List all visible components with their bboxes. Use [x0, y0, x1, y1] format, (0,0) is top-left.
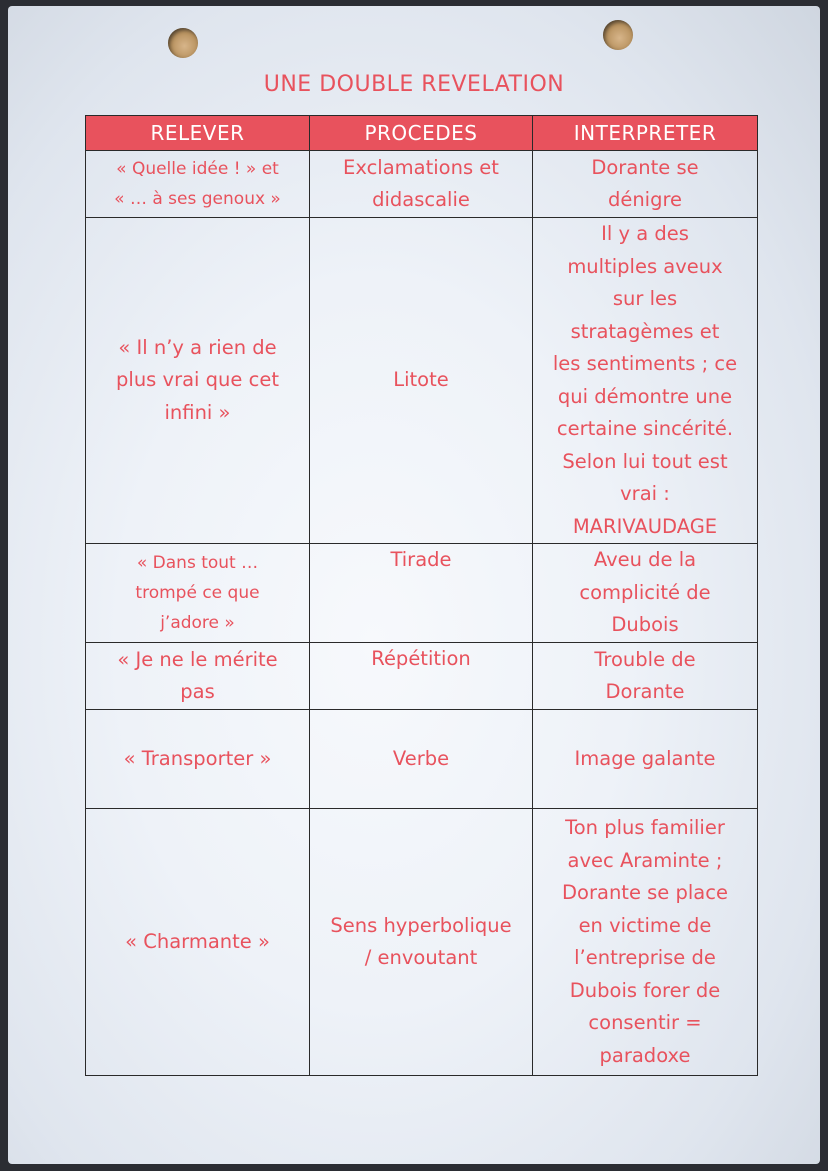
header-row [86, 116, 758, 151]
cell-procedes [310, 643, 533, 710]
text-line: infini » [164, 400, 231, 424]
text-line: pas [180, 680, 215, 703]
text-line: Dorante se [591, 155, 699, 179]
cell-relever [86, 710, 310, 809]
text-line: « Dans tout … [136, 553, 259, 573]
text-line: Sens hyperbolique [330, 913, 512, 937]
analysis-table [85, 115, 758, 1076]
cell-relever [86, 809, 310, 1076]
text-line: j’adore » [160, 613, 235, 633]
text-line: « Il n’y a rien de [118, 335, 277, 359]
punch-hole-left [168, 28, 198, 58]
cell-relever [86, 218, 310, 544]
cell-relever [86, 151, 310, 218]
punch-hole-right [603, 20, 633, 50]
text-line: l’entreprise de [574, 946, 716, 969]
text-line: Litote [393, 368, 449, 392]
text-line: avec Araminte ; [567, 848, 723, 872]
cell-interpreter [533, 151, 758, 218]
text-line: dénigre [607, 188, 683, 211]
header-relever: RELEVER [86, 116, 310, 151]
text-line: en victime de [578, 913, 712, 937]
cell-interpreter [533, 544, 758, 643]
table-row [86, 710, 758, 809]
text-line: trompé ce que [135, 583, 260, 603]
text-line: plus vrai que cet [116, 368, 279, 392]
text-line: certaine sincérité. [556, 417, 734, 440]
cell-relever [86, 544, 310, 643]
cell-procedes [310, 710, 533, 809]
text-line: complicité de [579, 580, 711, 604]
text-line: Ton plus familier [565, 816, 725, 839]
text-line: qui démontre une [557, 384, 733, 408]
text-line: stratagèmes et [570, 319, 720, 343]
text-line: Verbe [392, 746, 450, 770]
text-line: sur les [612, 287, 678, 310]
text-line: Exclamations et [343, 155, 499, 179]
text-line: multiples aveux [567, 254, 723, 278]
text-line: consentir = [588, 1011, 702, 1034]
cell-procedes [310, 151, 533, 218]
text-line: « Transporter » [123, 746, 272, 770]
table-row [86, 643, 758, 710]
page-title: UNE DOUBLE REVELATION [263, 72, 565, 97]
cell-procedes [310, 809, 533, 1076]
text-line: didascalie [372, 188, 470, 211]
text-line: Dubois forer de [569, 978, 721, 1002]
text-line: Répétition [371, 647, 471, 670]
text-line: MARIVAUDAGE [572, 514, 718, 538]
table-row [86, 809, 758, 1076]
text-line: « Quelle idée ! » et [116, 159, 279, 179]
cell-procedes [310, 544, 533, 643]
text-line: Dorante se place [562, 881, 728, 904]
text-line: « Je ne le mérite [117, 647, 278, 671]
text-line: / envoutant [364, 946, 478, 969]
text-line: Dorante [605, 680, 685, 703]
table-row [86, 218, 758, 544]
text-line: Dubois [611, 613, 679, 637]
table-row [86, 151, 758, 218]
cell-interpreter [533, 710, 758, 809]
header-procedes: PROCEDES [310, 116, 533, 151]
text-line: « Charmante » [125, 929, 270, 953]
cell-relever [86, 643, 310, 710]
text-line: Selon lui tout est [562, 449, 728, 473]
cell-interpreter [533, 218, 758, 544]
text-line: vrai : [620, 482, 670, 505]
text-line: Image galante [574, 746, 716, 770]
table-row [86, 544, 758, 643]
text-line: Aveu de la [593, 548, 697, 572]
text-line: « … à ses genoux » [114, 189, 281, 209]
cell-interpreter [533, 809, 758, 1076]
text-line: Trouble de [594, 647, 696, 671]
text-line: Il y a des [601, 222, 689, 245]
cell-interpreter [533, 643, 758, 710]
text-line: les sentiments ; ce [552, 352, 738, 375]
text-line: paradoxe [599, 1043, 691, 1067]
text-line: Tirade [390, 548, 452, 571]
cell-procedes [310, 218, 533, 544]
header-interpreter: INTERPRETER [533, 116, 758, 151]
